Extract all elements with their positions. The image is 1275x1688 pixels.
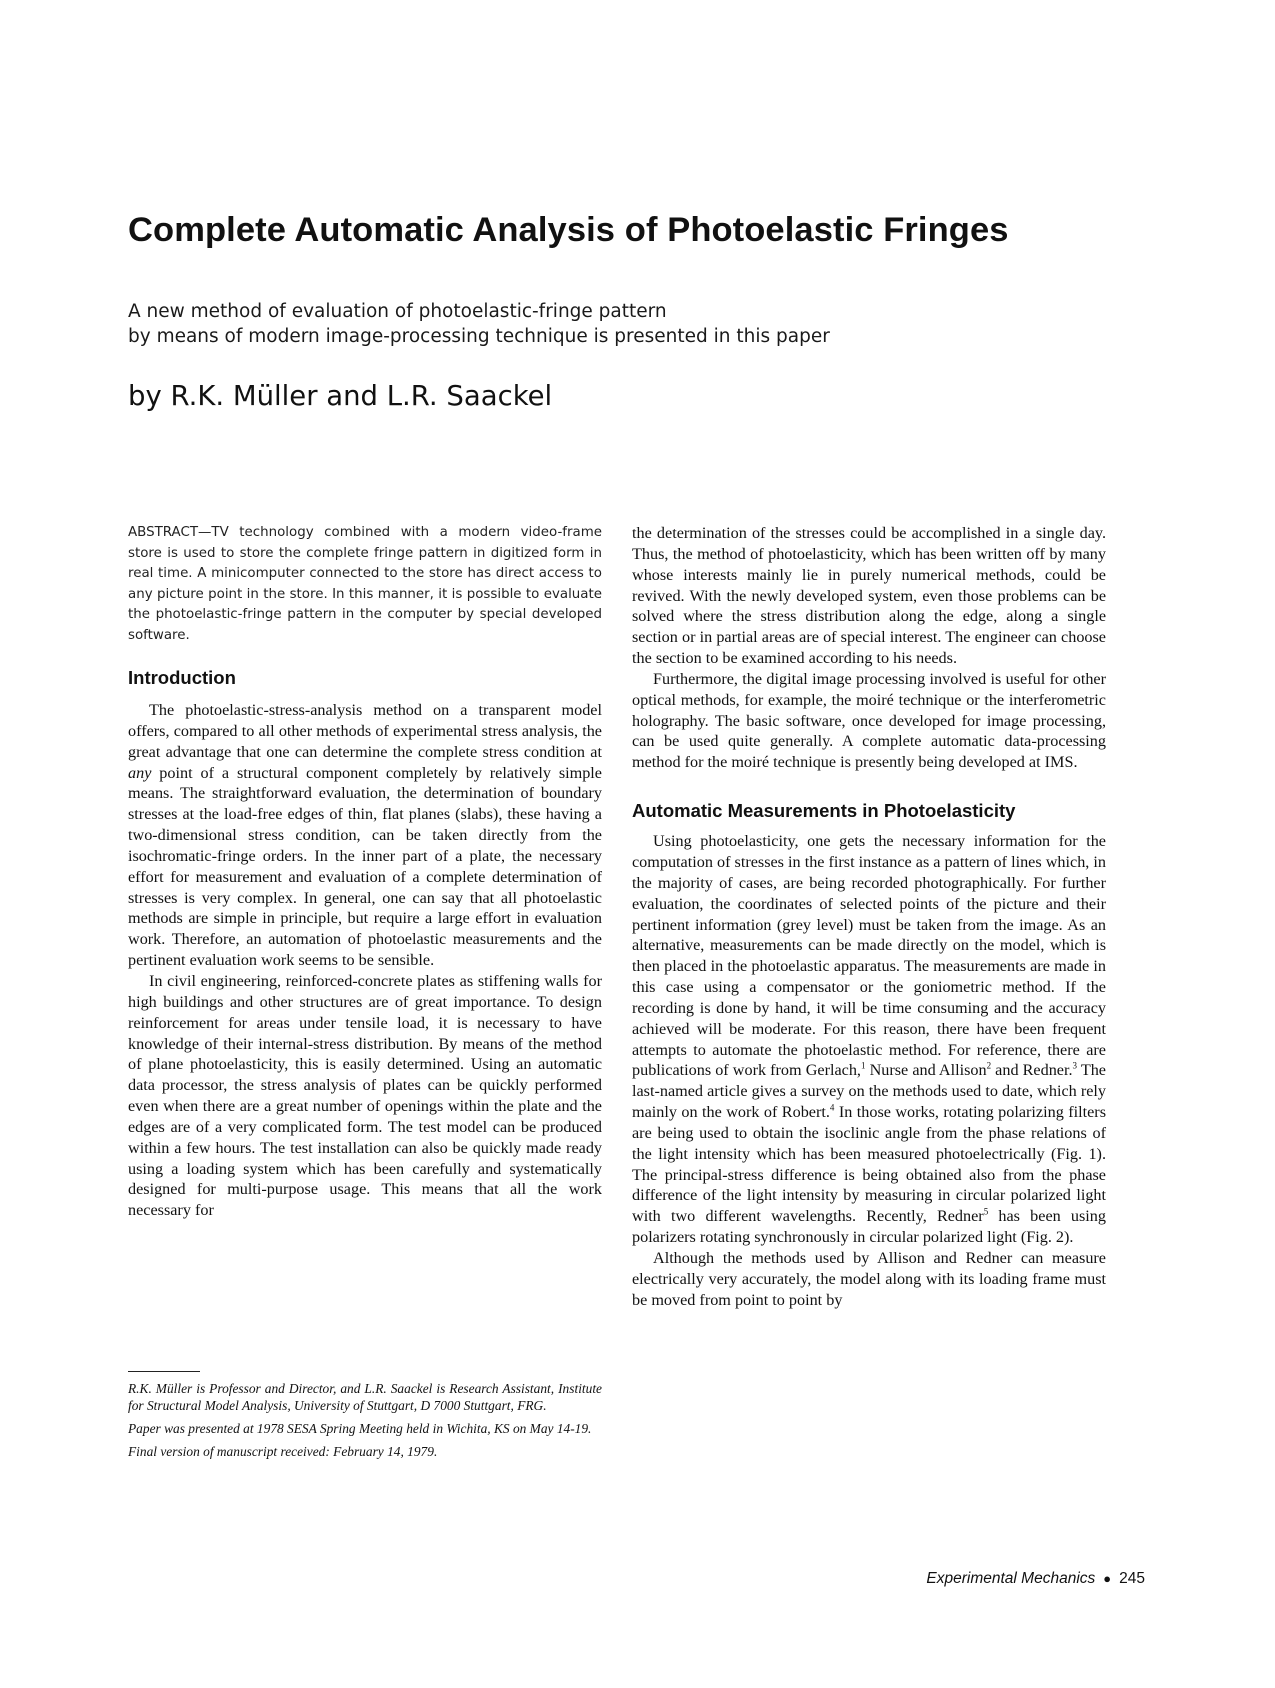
reference-4: 4	[829, 1102, 835, 1113]
reference-2: 2	[986, 1061, 992, 1072]
subtitle-line-1: A new method of evaluation of photoelastic-fringe pattern	[128, 301, 667, 322]
footnotes	[128, 1380, 602, 1466]
page-number: 245	[1119, 1570, 1145, 1587]
footnote-authors: R.K. Müller is Professor and Director, and L.R. Saackel is Research Assistant, Institute for Structural Model Analysis, University of Stuttgart, D 7000 Stuttgart, FRG.	[128, 1381, 602, 1413]
footnote-received: Final version of manuscript received: February 14, 1979.	[128, 1444, 438, 1459]
reference-3: 3	[1072, 1061, 1078, 1072]
auto-paragraph-1: Using photoelasticity, one gets the necessary information for the computation of stresses in the first instance as a pattern of lines which, in the majority of cases, are being recorded photographically. For further evaluation, the coordinates of selected points of the picture and their pertinent information (grey level) must be taken from the image. As an alternative, measurements can be made directly on the model, which is then placed in the photoelastic apparatus. The measurements are made in this case using a compensator or the goniometric method. If the recording is done by hand, it will be time consuming and the accuracy achieved will be moderate. For this reason, there have been frequent attempts to automate the photoelastic method. For reference, there are publications of work from Gerlach,$^1$ Nurse and Allison$^2$ and Redner.$^3$ The last-named article gives a survey on the methods used to date, which rely mainly on the work of Robert.$^4$ In those works, rotating polarizing filters are being used to obtain the isoclinic angle from the phase relations of the light intensity which has been measured photoelectrically (Fig. 1). The principal-stress difference is being obtained also from the phase difference of the light intensity by measuring in circular polarized light with two different wavelengths. Recently, Redner$^5$ has been using polarizers rotating synchronously in circular polarized light (Fig. 2).	[632, 832, 1106, 1247]
article-subtitle	[128, 299, 1028, 349]
article-title: Complete Automatic Analysis of Photoelastic Fringes	[128, 211, 1009, 249]
journal-name: Experimental Mechanics	[926, 1570, 1096, 1587]
introduction-body	[128, 700, 602, 1221]
automatic-measurements-heading: Automatic Measurements in Photoelasticity	[632, 800, 1016, 822]
auto-paragraph-2: Although the methods used by Allison and Redner can measure electrically very accurately, the model along with its loading frame must be moved from point to point by	[632, 1249, 1106, 1309]
bullet-icon: ●	[1103, 1571, 1112, 1586]
subtitle-line-2: by means of modern image-processing technique is presented in this paper	[128, 326, 830, 347]
right-column	[632, 523, 1106, 1311]
intro-paragraph-1: The photoelastic-stress-analysis method on a transparent model offers, compared to all other methods of experimental stress analysis, the great advantage that one can determine the complete stress condition at any point of a structural component completely by relatively simple means. The straightforward evaluation, the determination of boundary stresses at the load-free edges of thin, flat planes (slabs), these having a two-dimensional stress condition, can be taken directly from the isochromatic-fringe orders. In the inner part of a plate, the necessary effort for measurement and evaluation of a complete determination of stresses is very complex. In general, one can say that all photoelastic methods are simple in principle, but require a large effort in evaluation work. Therefore, an automation of photoelastic measurements and the pertinent evaluation work seems to be sensible.	[128, 701, 602, 970]
introduction-continued	[632, 523, 1106, 773]
left-column	[128, 523, 602, 1221]
emphasis-any: any	[128, 763, 152, 782]
automatic-measurements-body	[632, 831, 1106, 1310]
author-byline: by R.K. Müller and L.R. Saackel	[128, 380, 553, 412]
footnote-presented: Paper was presented at 1978 SESA Spring Meeting held in Wichita, KS on May 14-19.	[128, 1421, 592, 1436]
introduction-heading: Introduction	[128, 667, 236, 688]
footnote-divider	[128, 1371, 200, 1372]
reference-5: 5	[983, 1206, 989, 1217]
reference-1: 1	[860, 1061, 866, 1072]
intro-paragraph-3: the determination of the stresses could be accomplished in a single day. Thus, the method of photoelasticity, which has been written off by many whose interests mainly lie in purely numerical methods, could be revived. With the newly developed system, even those problems can be solved where the stress distribution along the edge, along a single section or in partial areas are of special interest. The engineer can choose the section to be examined according to his needs.	[632, 524, 1106, 668]
abstract: ABSTRACT—TV technology combined with a modern video-frame store is used to store the complete fringe pattern in digitized form in real time. A minicomputer connected to the store has direct access to any picture point in the store. In this manner, it is possible to evaluate the photoelastic-fringe pattern in the computer by special developed software.	[128, 525, 602, 643]
intro-paragraph-4: Furthermore, the digital image processing involved is useful for other optical methods, for example, the moiré technique or the interferometric holography. The basic software, once developed for image processing, can be used quite generally. A complete automatic data-processing method for the moiré technique is presently being developed at IMS.	[632, 669, 1106, 772]
intro-paragraph-2: In civil engineering, reinforced-concrete plates as stiffening walls for high buildings and other structures are of great importance. To design reinforcement for areas under tensile load, it is necessary to have knowledge of their internal-stress distribution. By means of the method of plane photoelasticity, this is easily determined. Using an automatic data processor, the stress analysis of plates can be quickly performed even when there are a great number of openings within the plate and the edges are of a very complicated form. The test model can be produced within a few hours. The test installation can also be quickly made ready using a loading system which has been carefully and systematically designed for multi-purpose usage. This means that all the work necessary for	[128, 971, 602, 1220]
running-footer	[926, 1569, 1145, 1589]
